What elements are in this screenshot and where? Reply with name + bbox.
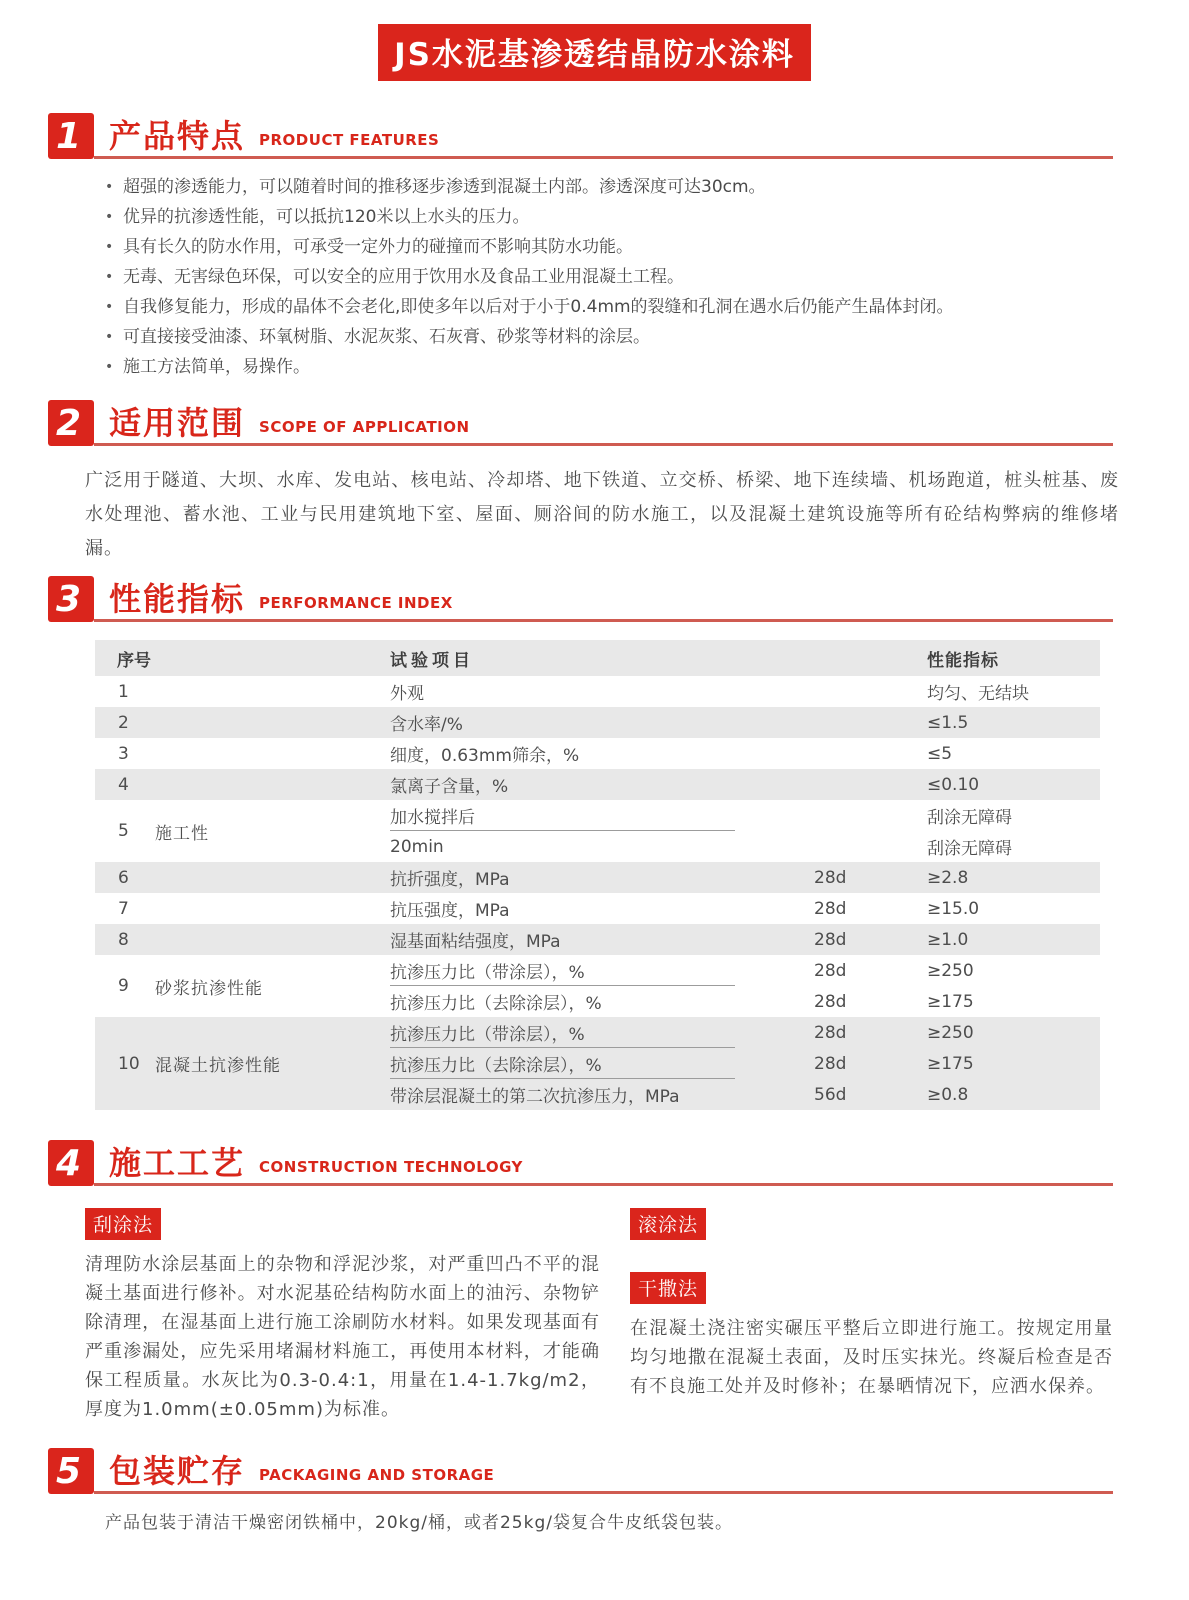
section-header-packaging xyxy=(48,1448,1113,1494)
section-title-en: PERFORMANCE INDEX xyxy=(259,594,453,612)
section-title-cn: 施工工艺 xyxy=(109,1143,246,1182)
test-age: 28d xyxy=(814,991,847,1012)
row-serial: 9 xyxy=(118,976,129,996)
section-title-rule xyxy=(94,113,1113,159)
section-number-badge: 1 xyxy=(48,113,94,159)
method-body-scrape: 清理防水涂层基面上的杂物和浮泥沙浆，对严重凹凸不平的混凝土基面进行修补。对水泥基砼结构防水面上的油污、杂物铲除清理，在湿基面上进行施工涂刷防水材料。如果发现基面有严重渗漏处，应先采用堵漏材料施工，再使用本材料，才能确保工程质量。水灰比为0.3-0.4:1，用量在1.4-1.7kg/m2，厚度为1.0mm(±0.05mm)为标准。 xyxy=(85,1254,600,1420)
row-serial: 2 xyxy=(118,712,129,733)
row-serial: 7 xyxy=(118,898,129,919)
table-subrow xyxy=(390,1079,1100,1110)
test-age: 56d xyxy=(814,1084,847,1105)
test-item-name: 氯离子含量，% xyxy=(390,777,509,797)
row-group-label: 施工性 xyxy=(155,823,209,844)
test-item-name: 抗渗压力比（去除涂层），% xyxy=(390,994,602,1014)
section-title-cn: 性能指标 xyxy=(109,579,246,618)
row-serial: 5 xyxy=(118,821,129,841)
section-number-badge: 5 xyxy=(48,1448,94,1494)
table-header-row xyxy=(95,640,1100,676)
row-group-label: 砂浆抗渗性能 xyxy=(155,978,263,999)
section-title-cn: 产品特点 xyxy=(109,116,246,155)
feature-bullet: • 自我修复能力，形成的晶体不会老化,即使多年以后对于小于0.4mm的裂缝和孔洞在遇水后仍能产生晶体封闭。 xyxy=(105,292,1113,322)
table-subrow xyxy=(390,738,1100,769)
index-value: ≥175 xyxy=(927,1053,974,1074)
section-title-en: PACKAGING AND STORAGE xyxy=(259,1466,495,1484)
row-serial: 3 xyxy=(118,743,129,764)
test-item-name: 加水搅拌后 xyxy=(390,808,475,828)
packaging-paragraph: 产品包装于清洁干燥密闭铁桶中，20kg/桶，或者25kg/袋复合牛皮纸袋包装。 xyxy=(105,1513,733,1533)
table-row xyxy=(95,955,1100,1017)
index-value: ≥15.0 xyxy=(927,898,980,919)
table-body xyxy=(95,676,1100,1110)
index-value: ≤0.10 xyxy=(927,774,980,795)
table-row xyxy=(95,893,1100,924)
feature-bullet: • 超强的渗透能力，可以随着时间的推移逐步渗透到混凝土内部。渗透深度可达30cm。 xyxy=(105,172,1113,202)
table-row xyxy=(95,769,1100,800)
table-subrow xyxy=(390,1048,1100,1079)
test-age: 28d xyxy=(814,960,847,981)
header-index: 性能指标 xyxy=(927,650,999,671)
section-title-rule xyxy=(94,1448,1113,1494)
test-item-name: 外观 xyxy=(390,684,424,704)
test-item-name: 抗渗压力比（去除涂层），% xyxy=(390,1056,602,1076)
table-row xyxy=(95,800,1100,862)
table-subrow xyxy=(390,924,1100,955)
row-serial: 4 xyxy=(118,774,129,795)
method-badge-roll: 滚涂法 xyxy=(630,1208,706,1240)
table-subrow xyxy=(390,769,1100,800)
test-item-name: 20min xyxy=(390,836,444,857)
section-number-badge: 3 xyxy=(48,576,94,622)
test-item-name: 细度，0.63mm筛余，% xyxy=(390,746,580,766)
table-row xyxy=(95,1017,1100,1110)
table-row xyxy=(95,924,1100,955)
feature-bullet: • 无毒、无害绿色环保，可以安全的应用于饮用水及食品工业用混凝土工程。 xyxy=(105,262,1113,292)
table-subrow xyxy=(390,893,1100,924)
index-value: 均匀、无结块 xyxy=(927,684,1029,704)
section-header-scope xyxy=(48,400,1113,446)
test-item-name: 湿基面粘结强度，MPa xyxy=(390,932,561,952)
row-serial: 10 xyxy=(118,1053,140,1074)
test-age: 28d xyxy=(814,1053,847,1074)
index-value: ≥1.0 xyxy=(927,929,969,950)
test-item-name: 抗折强度，MPa xyxy=(390,870,510,890)
row-items xyxy=(390,893,1100,924)
table-subrow xyxy=(390,676,1100,707)
table-row xyxy=(95,707,1100,738)
table-subrow xyxy=(390,986,1100,1017)
section-title-rule xyxy=(94,1140,1113,1186)
header-serial: 序号 xyxy=(117,650,151,671)
table-row xyxy=(95,676,1100,707)
row-items xyxy=(390,924,1100,955)
index-value: 刮涂无障碍 xyxy=(927,839,1012,859)
table-subrow xyxy=(390,1017,1100,1048)
table-subrow xyxy=(390,831,1100,862)
section-header-construction xyxy=(48,1140,1113,1186)
section-title-en: CONSTRUCTION TECHNOLOGY xyxy=(259,1158,523,1176)
spacer xyxy=(630,1240,1113,1272)
page-title: JS水泥基渗透结晶防水涂料 xyxy=(378,24,811,81)
index-value: ≤5 xyxy=(927,743,953,764)
table-subrow xyxy=(390,955,1100,986)
feature-bullet: • 具有长久的防水作用，可承受一定外力的碰撞而不影响其防水功能。 xyxy=(105,232,1113,262)
table-subrow xyxy=(390,707,1100,738)
row-items xyxy=(390,738,1100,769)
row-items xyxy=(390,955,1100,1017)
test-item-name: 带涂层混凝土的第二次抗渗压力，MPa xyxy=(390,1087,680,1107)
test-item-name: 抗压强度，MPa xyxy=(390,901,510,921)
section-title-rule xyxy=(94,400,1113,446)
feature-list xyxy=(105,172,1113,382)
row-group-label: 混凝土抗渗性能 xyxy=(155,1056,281,1076)
section-title-rule xyxy=(94,576,1113,622)
section-title-en: PRODUCT FEATURES xyxy=(259,131,440,149)
test-item-name: 含水率/% xyxy=(390,715,463,735)
row-items xyxy=(390,800,1100,862)
test-age: 28d xyxy=(814,929,847,950)
section-title-en: SCOPE OF APPLICATION xyxy=(259,418,470,436)
section-number-badge: 2 xyxy=(48,400,94,446)
row-items xyxy=(390,769,1100,800)
test-item-name: 抗渗压力比（带涂层），% xyxy=(390,963,585,983)
method-column-left xyxy=(85,1208,600,1424)
row-serial: 6 xyxy=(118,867,129,888)
header-test-item: 试验项目 xyxy=(390,650,474,671)
test-item-name: 抗渗压力比（带涂层），% xyxy=(390,1025,585,1045)
construction-columns xyxy=(85,1208,1113,1424)
table-subrow xyxy=(390,862,1100,893)
table-subrow xyxy=(390,800,1100,831)
index-value: ≥2.8 xyxy=(927,867,969,888)
index-value: ≥175 xyxy=(927,991,974,1012)
section-header-performance xyxy=(48,576,1113,622)
row-serial: 8 xyxy=(118,929,129,950)
test-age: 28d xyxy=(814,898,847,919)
method-column-right xyxy=(630,1208,1113,1424)
index-value: ≥250 xyxy=(927,1022,974,1043)
scope-paragraph: 广泛用于隧道、大坝、水库、发电站、核电站、冷却塔、地下铁道、立交桥、桥梁、地下连续墙、机场跑道，桩头桩基、废水处理池、蓄水池、工业与民用建筑地下室、屋面、厕浴间的防水施工，以及混凝土建筑设施等所有砼结构弊病的维修堵漏。 xyxy=(85,470,1119,559)
section-title-cn: 包装贮存 xyxy=(109,1451,246,1490)
section-number-badge: 4 xyxy=(48,1140,94,1186)
row-items xyxy=(390,707,1100,738)
test-age: 28d xyxy=(814,867,847,888)
feature-bullet: • 可直接接受油漆、环氧树脂、水泥灰浆、石灰膏、砂浆等材料的涂层。 xyxy=(105,322,1113,352)
method-badge-dry-sprinkle: 干撒法 xyxy=(630,1272,706,1304)
section-header-features xyxy=(48,113,1113,159)
title-banner-wrap xyxy=(0,0,1189,81)
row-items xyxy=(390,676,1100,707)
method-badge-scrape: 刮涂法 xyxy=(85,1208,161,1240)
row-items xyxy=(390,1017,1100,1110)
table-row xyxy=(95,862,1100,893)
feature-bullet: • 优异的抗渗透性能，可以抵抗120米以上水头的压力。 xyxy=(105,202,1113,232)
test-age: 28d xyxy=(814,1022,847,1043)
index-value: ≥250 xyxy=(927,960,974,981)
index-value: 刮涂无障碍 xyxy=(927,808,1012,828)
method-body-dry-sprinkle: 在混凝土浇注密实碾压平整后立即进行施工。按规定用量均匀地撒在混凝土表面，及时压实抹光。终凝后检查是否有不良施工处并及时修补；在暴晒情况下，应洒水保养。 xyxy=(630,1318,1113,1397)
index-value: ≥0.8 xyxy=(927,1084,969,1105)
performance-table xyxy=(95,640,1100,1110)
feature-bullet: • 施工方法简单，易操作。 xyxy=(105,352,1113,382)
index-value: ≤1.5 xyxy=(927,712,969,733)
row-items xyxy=(390,862,1100,893)
table-row xyxy=(95,738,1100,769)
row-serial: 1 xyxy=(118,681,129,702)
section-title-cn: 适用范围 xyxy=(109,403,246,442)
